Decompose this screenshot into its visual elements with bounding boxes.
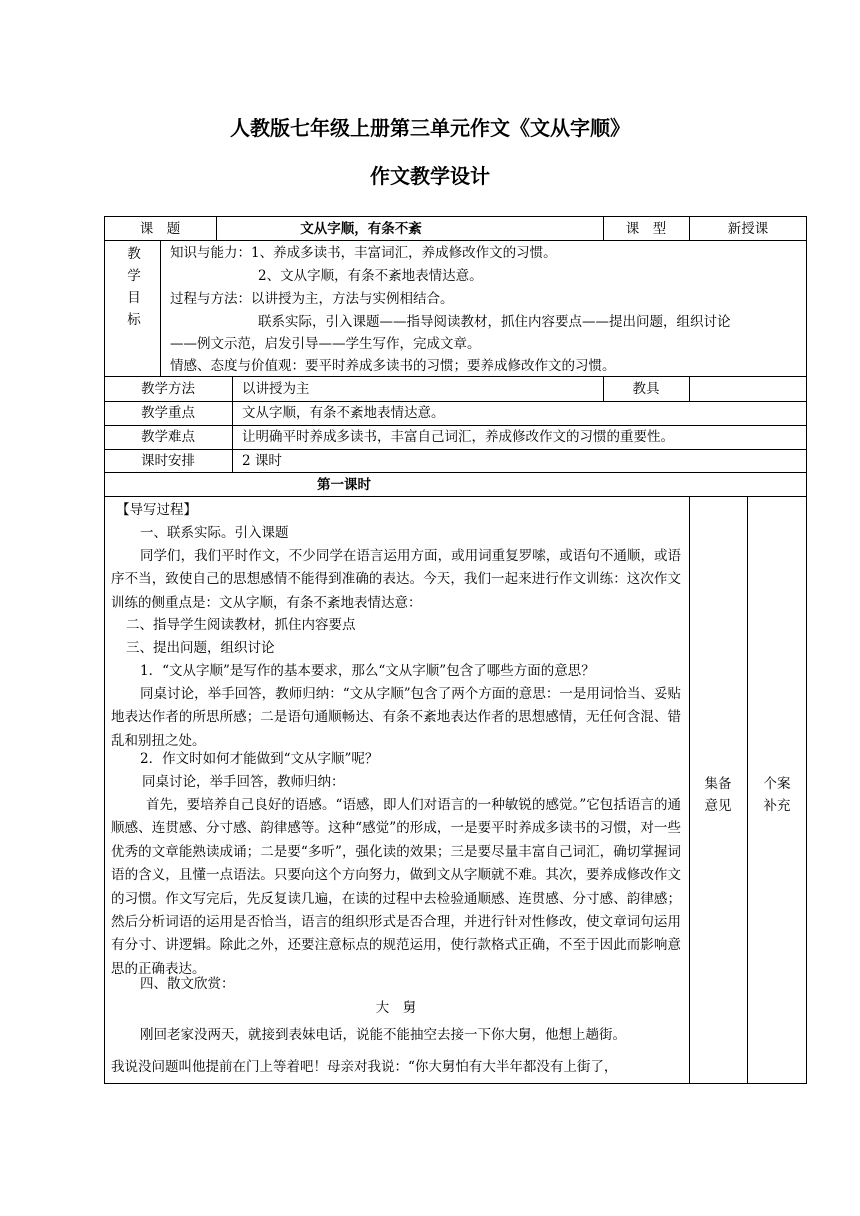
- type-label: 课 型: [625, 221, 667, 237]
- goal-process: 过程与方法：以讲授为主，方法与实例相结合。: [170, 291, 454, 307]
- individual-supplement-line: 个案: [763, 776, 791, 792]
- answer-1: 同桌讨论，举手回答，教师归纳：“文从字顺”包含了两个方面的意思：一是用词恰当、妥贴地表达作者的所思所感；二是语句通顺畅达、有条不紊地表达作者的思想感情，无任何含混、错乱和别扭之处。: [111, 686, 681, 749]
- step-1-heading: 一、联系实际。引入课题: [140, 525, 289, 541]
- guide-heading: 【导写过程】: [116, 502, 197, 518]
- individual-supplement-label: [747, 773, 807, 817]
- goal-knowledge-2: 2、文从字顺，有条不紊地表情达意。: [258, 268, 483, 284]
- goal-emotion: 情感、态度与价值观：要平时养成多读书的习惯；要养成修改作文的习惯。: [170, 358, 616, 374]
- essay-paragraph-2: 我说没问题叫他提前在门上等着吧！母亲对我说：“你大舅怕有大半年都没有上街了，: [111, 1059, 618, 1075]
- method-value: 以讲授为主: [242, 381, 310, 397]
- answer-2-intro: 同桌讨论，举手回答，教师归纳：: [142, 774, 345, 790]
- essay-title: 大 舅: [375, 1000, 417, 1016]
- collective-opinion-line: 意见: [704, 798, 732, 814]
- goal-process-2: 联系实际，引入课题——指导阅读教材，抓住内容要点——提出问题，组织讨论: [258, 314, 731, 330]
- keypoint-label: 教学重点: [141, 405, 195, 421]
- schedule-label: 课时安排: [141, 453, 195, 469]
- tools-label: 教具: [632, 381, 660, 397]
- goals-label-char: 目: [127, 290, 141, 306]
- topic-label: 课 题: [139, 221, 181, 237]
- section-title: 第一课时: [317, 477, 371, 493]
- schedule-value: 2 课时: [242, 453, 282, 469]
- individual-supplement-line: 补充: [763, 798, 791, 814]
- collective-opinion-line: 集备: [704, 776, 732, 792]
- collective-opinion-label: [689, 773, 747, 817]
- goals-label-char: 学: [127, 268, 141, 284]
- step-4-heading: 四、散文欣赏：: [140, 976, 235, 992]
- goals-label: [114, 243, 154, 331]
- type-value: 新授课: [727, 221, 769, 237]
- step-2-heading: 二、指导学生阅读教材，抓住内容要点: [126, 617, 356, 633]
- difficulty-value: 让明确平时养成多读书，丰富自己词汇，养成修改作文的习惯的重要性。: [242, 429, 674, 445]
- question-1: 1．“文从字顺”是写作的基本要求，那么“文从字顺”包含了哪些方面的意思？: [140, 663, 595, 679]
- document-subtitle: 作文教学设计: [370, 164, 490, 188]
- document-title: 人教版七年级上册第三单元作文《文从字顺》: [230, 116, 630, 140]
- method-label: 教学方法: [141, 381, 195, 397]
- difficulty-label: 教学难点: [141, 429, 195, 445]
- goals-label-char: 教: [127, 246, 141, 262]
- keypoint-value: 文从字顺，有条不紊地表情达意。: [242, 405, 445, 421]
- intro-paragraph: 同学们，我们平时作文，不少同学在语言运用方面，或用词重复罗嗦，或语句不通顺，或语序不当，致使自己的思想感情不能得到准确的表达。今天，我们一起来进行作文训练：这次作文训练的侧重点是：文从字顺，有条不紊地表情达意：: [111, 548, 681, 611]
- answer-2-body: 首先，要培养自己良好的语感。“语感，即人们对语言的一种敏锐的感觉。”它包括语言的通顺感、连贯感、分寸感、韵律感等。这种“感觉”的形成，一是要平时养成多读书的习惯，对一些优秀的文章能熟读成诵；二是要“多听”，强化读的效果；三是要尽量丰富自己词汇，确切掌握词语的含义，且懂一点语法。只要向这个方向努力，做到文从字顺就不难。其次，要养成修改作文的习惯。作文写完后，先反复读几遍，在读的过程中去检验通顺感、连贯感、分寸感、韵律感；然后分析词语的运用是否恰当，语言的组织形式是否合理，并进行针对性修改，使文章词句运用有分寸、讲逻辑。除此之外，还要注意标点的规范运用，使行款格式正确，不至于因此而影响意思的正确表达。: [111, 797, 681, 977]
- goal-process-3: ——例文示范，启发引导——学生写作，完成文章。: [170, 336, 481, 352]
- step-3-heading: 三、提出问题，组织讨论: [126, 640, 275, 656]
- topic-value: 文从字顺，有条不紊: [300, 221, 422, 237]
- essay-paragraph-1: 刚回老家没两天，就接到表妹电话，说能不能抽空去接一下你大舅，他想上趟街。: [140, 1027, 626, 1043]
- goal-knowledge: 知识与能力：1、养成多读书，丰富词汇，养成修改作文的习惯。: [170, 245, 557, 261]
- goals-label-char: 标: [127, 312, 141, 328]
- question-2: 2．作文时如何才能做到“文从字顺”呢？: [140, 751, 379, 767]
